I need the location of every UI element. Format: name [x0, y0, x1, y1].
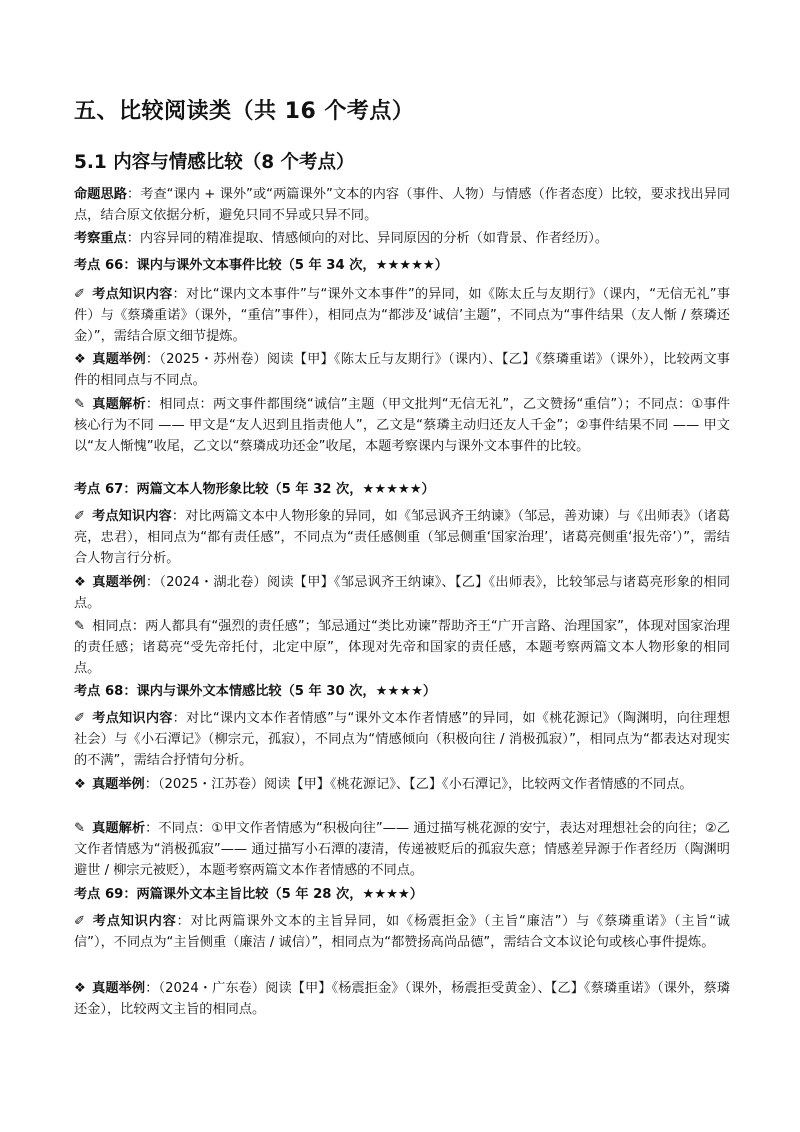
pencil-icon: ✐ [74, 711, 86, 726]
section-title: 5.1 内容与情感比较（8 个考点） [74, 152, 355, 173]
diamond-bullet-icon: ❖ [74, 575, 86, 590]
diamond-bullet-icon: ❖ [74, 777, 86, 792]
point-66-knowledge: ✐ 考点知识内容：对比“课内文本事件”与“课外文本事件”的异同，如《陈太丘与友期行》（课内，“无信无礼”事件）与《蔡璘重诺》（课外，“重信”事件），相同点为“都涉及‘诚信’主题”，不同点为“事件结果（友人惭 / 蔡璘还金）”，需结合原文细节提炼。 [74, 284, 730, 347]
point-67-example: ❖ 真题举例：（2024・湖北卷）阅读【甲】《邹忌讽齐王纳谏》、【乙】《出师表》，比较邹忌与诸葛亮形象的相同点。 [74, 572, 730, 614]
pen-icon: ✎ [74, 821, 86, 836]
diamond-bullet-icon: ❖ [74, 352, 86, 367]
pencil-icon: ✐ [74, 287, 86, 302]
diamond-bullet-icon: ❖ [74, 981, 86, 996]
pen-icon: ✎ [74, 397, 86, 412]
point-66-heading: 考点 66：课内与课外文本事件比较（5 年 34 次，★★★★★） [74, 258, 448, 273]
point-66-analysis: ✎ 真题解析：相同点：两文事件都围绕“诚信”主题（甲文批判“无信无礼”，乙文赞扬“重信”）；不同点：①事件核心行为不同 —— 甲文是“友人迟到且指责他人”，乙文是“蔡璘主动归还友人千金”；②事件结果不同 —— 甲文以“友人惭愧”收尾，乙文以“蔡璘成功还金”收尾，本题考察课内与课外文本事件的比较。 [74, 394, 730, 457]
point-69-heading: 考点 69：两篇课外文本主旨比较（5 年 28 次，★★★★） [74, 887, 423, 902]
point-67-heading: 考点 67：两篇文本人物形象比较（5 年 32 次，★★★★★） [74, 482, 435, 497]
point-67-analysis: ✎ 相同点：两人都具有“强烈的责任感”；邹忌通过“类比劝谏”帮助齐王“广开言路、治理国家”，体现对国家治理的责任感；诸葛亮“受先帝托付，北定中原”，体现对先帝和国家的责任感，本题考察两篇文本人物形象的相同点。 [74, 616, 730, 679]
point-69-knowledge: ✐ 考点知识内容：对比两篇课外文本的主旨异同，如《杨震拒金》（主旨“廉洁”）与《蔡璘重诺》（主旨“诚信”），不同点为“主旨侧重（廉洁 / 诚信）”，相同点为“都赞扬高尚品德”，需结合文本议论句或核心事件提炼。 [74, 911, 730, 953]
point-68-example: ❖ 真题举例：（2025・江苏卷）阅读【甲】《桃花源记》、【乙】《小石潭记》，比较两文作者情感的不同点。 [74, 774, 730, 795]
point-68-knowledge: ✐ 考点知识内容：对比“课内文本作者情感”与“课外文本作者情感”的异同，如《桃花源记》（陶渊明，向往理想社会）与《小石潭记》（柳宗元，孤寂），不同点为“情感倾向（积极向往 / 消极孤寂）”，相同点为“都表达对现实的不满”，需结合抒情句分析。 [74, 708, 730, 771]
intro-focus: 考察重点：内容异同的精准提取、情感倾向的对比、异同原因的分析（如背景、作者经历）。 [74, 231, 609, 246]
point-68-analysis: ✎ 真题解析：不同点：①甲文作者情感为“积极向往”—— 通过描写桃花源的安宁，表达对理想社会的向往；②乙文作者情感为“消极孤寂”—— 通过描写小石潭的凄清，传递被贬后的孤寂失意；情感差异源于作者经历（陶渊明避世 / 柳宗元被贬），本题考察两篇文本作者情感的不同点。 [74, 818, 730, 881]
point-66-example: ❖ 真题举例：（2025・苏州卷）阅读【甲】《陈太丘与友期行》（课内）、【乙】《蔡璘重诺》（课外），比较两文事件的相同点与不同点。 [74, 349, 730, 391]
point-67-knowledge: ✐ 考点知识内容：对比两篇文本中人物形象的异同，如《邹忌讽齐王纳谏》（邹忌，善劝谏）与《出师表》（诸葛亮，忠君），相同点为“都有责任感”，不同点为“责任感侧重（邹忌侧重‘国家治理’，诸葛亮侧重‘报先帝’）”，需结合人物言行分析。 [74, 506, 730, 569]
pencil-icon: ✐ [74, 914, 86, 929]
intro-approach: 命题思路：考查“课内 + 课外”或“两篇课外”文本的内容（事件、人物）与情感（作者态度）比较，要求找出异同点，结合原文依据分析，避免只同不异或只异不同。 [74, 187, 731, 223]
point-69-example: ❖ 真题举例：（2024・广东卷）阅读【甲】《杨震拒金》（课外，杨震拒受黄金）、【乙】《蔡璘重诺》（课外，蔡璘还金），比较两文主旨的相同点。 [74, 978, 730, 1020]
pen-icon: ✎ [74, 619, 86, 634]
point-68-heading: 考点 68：课内与课外文本情感比较（5 年 30 次，★★★★） [74, 684, 437, 699]
pencil-icon: ✐ [74, 509, 86, 524]
chapter-title: 五、比较阅读类（共 16 个考点） [74, 99, 415, 124]
